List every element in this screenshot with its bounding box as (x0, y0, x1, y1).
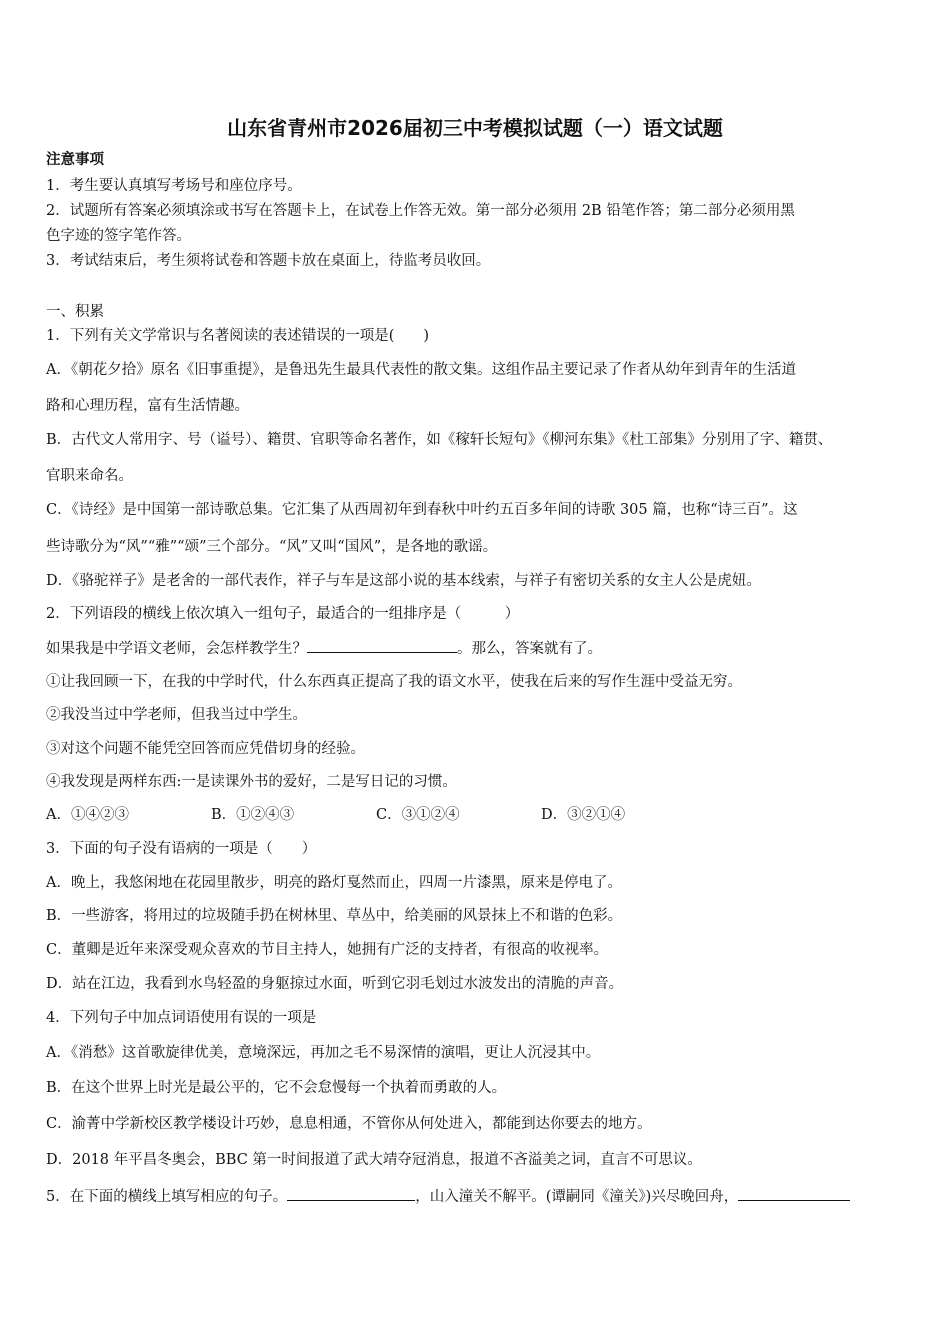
q4-option-a: A．《消愁》这首歌旋律优美，意境深远，再加之毛不易深情的演唱，更让人沉浸其中。 (46, 1045, 601, 1061)
q1-option-b-cont: 官职来命名。 (46, 468, 133, 484)
question-2-stem: 2．下列语段的横线上依次填入一组句子，最适合的一组排序是（ ） (46, 606, 520, 622)
question-4-stem: 4．下列句子中加点词语使用有误的一项是 (46, 1010, 317, 1026)
notice-item: 色字迹的签字笔作答。 (46, 228, 191, 244)
q1-option-c: C．《诗经》是中国第一部诗歌总集。它汇集了从西周初年到春秋中叶约五百多年间的诗歌 305 篇，也称“诗三百”。这 (46, 502, 798, 518)
question-1-stem: 1．下列有关文学常识与名著阅读的表述错误的一项是( ) (46, 328, 430, 344)
q1-option-b: B．古代文人常用字、号（谥号）、籍贯、官职等命名著作，如《稼轩长短句》《柳河东集》《杜工部集》分别用了字、籍贯、 (46, 432, 833, 448)
q2-sentence-4: ④我发现是两样东西:一是读课外书的爱好，二是写日记的习惯。 (46, 774, 457, 790)
q4-option-d: D．2018 年平昌冬奥会，BBC 第一时间报道了武大靖夺冠消息，报道不吝溢美之词，直言不可思议。 (46, 1152, 702, 1168)
q2-choice-a: A．①④②③ (46, 807, 129, 823)
q2-sentence-1: ①让我回顾一下，在我的中学时代，什么东西真正提高了我的语文水平，使我在后来的写作生涯中受益无穷。 (46, 674, 742, 690)
notice-item: 2．试题所有答案必须填涂或书写在答题卡上，在试卷上作答无效。第一部分必须用 2B 铅笔作答；第二部分必须用黑 (46, 203, 795, 219)
q3-option-b: B．一些游客，将用过的垃圾随手扔在树林里、草丛中，给美丽的风景抹上不和谐的色彩。 (46, 908, 623, 924)
notice-item: 3．考试结束后，考生须将试卷和答题卡放在桌面上，待监考员收回。 (46, 253, 491, 269)
q2-choice-d: D．③②①④ (541, 807, 626, 823)
answer-blank (307, 638, 457, 653)
q2-intro-before: 如果我是中学语文老师，会怎样教学生？ (46, 641, 307, 657)
section-heading: 一、积累 (46, 304, 104, 320)
q4-option-b: B．在这个世界上时光是最公平的，它不会怠慢每一个执着而勇敢的人。 (46, 1080, 507, 1096)
q4-option-c: C．渝菁中学新校区教学楼设计巧妙，息息相通，不管你从何处进入，都能到达你要去的地方。 (46, 1116, 652, 1132)
notice-item: 1．考生要认真填写考场号和座位序号。 (46, 178, 302, 194)
answer-blank (287, 1186, 415, 1201)
q2-sentence-3: ③对这个问题不能凭空回答而应凭借切身的经验。 (46, 741, 365, 757)
answer-blank (738, 1186, 850, 1201)
q3-option-a: A．晚上，我悠闲地在花园里散步，明亮的路灯戛然而止，四周一片漆黑，原来是停电了。 (46, 875, 622, 891)
q3-option-c: C．董卿是近年来深受观众喜欢的节目主持人，她拥有广泛的支持者，有很高的收视率。 (46, 942, 609, 958)
q2-intro-after: 。那么，答案就有了。 (457, 641, 602, 657)
q2-choices (46, 805, 906, 825)
q1-option-a-cont: 路和心理历程，富有生活情趣。 (46, 398, 249, 414)
question-5-stem: 5．在下面的横线上填写相应的句子。 (46, 1189, 288, 1205)
q3-option-d: D．站在江边，我看到水鸟轻盈的身躯掠过水面，听到它羽毛划过水波发出的清脆的声音。 (46, 976, 624, 992)
q2-choice-c: C．③①②④ (376, 807, 460, 823)
question-5-mid: ，山入潼关不解平。(谭嗣同《潼关》)兴尽晚回舟， (415, 1189, 739, 1205)
q2-intro (46, 638, 906, 659)
question-5 (46, 1186, 906, 1207)
q1-option-c-cont: 些诗歌分为“风”“雅”“颂”三个部分。“风”又叫“国风”，是各地的歌谣。 (46, 539, 498, 555)
q2-sentence-2: ②我没当过中学老师，但我当过中学生。 (46, 707, 307, 723)
page-title: 山东省青州市2026届初三中考模拟试题（一）语文试题 (227, 116, 723, 140)
question-3-stem: 3．下面的句子没有语病的一项是（ ） (46, 841, 317, 857)
q1-option-a: A．《朝花夕拾》原名《旧事重提》，是鲁迅先生最具代表性的散文集。这组作品主要记录了作者从幼年到青年的生活道 (46, 362, 796, 378)
q2-choice-b: B．①②④③ (211, 807, 295, 823)
notice-heading: 注意事项 (46, 152, 104, 168)
q1-option-d: D．《骆驼祥子》是老舍的一部代表作，祥子与车是这部小说的基本线索，与祥子有密切关系的女主人公是虎妞。 (46, 573, 761, 589)
